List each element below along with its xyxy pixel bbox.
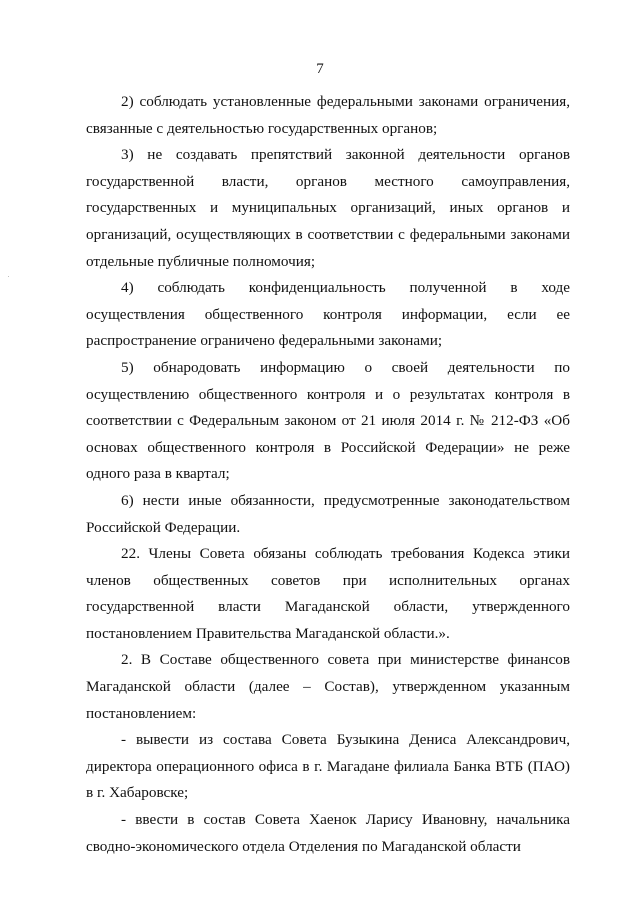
paragraph-item-2: 2. В Составе общественного совета при министерстве финансов Магаданской области (далее – Состав), утвержденном указанным постановлением:: [86, 651, 570, 722]
paragraph-add-member: - ввести в состав Совета Хаенок Ларису Ивановну, начальника сводно-экономического отдела Отделения по Магаданской области: [86, 811, 570, 855]
document-body: [86, 89, 570, 860]
paragraph-obligation-4: 4) соблюдать конфиденциальность полученной в ходе осуществления общественного контроля информации, если ее распространение ограничено федеральными законами;: [86, 279, 570, 350]
paragraph-remove-member: - вывести из состава Совета Бузыкина Дениса Александрович, директора операционного офиса в г. Магадане филиала Банка ВТБ (ПАО) в г. Хабаровске;: [86, 731, 570, 802]
page-number: 7: [316, 61, 324, 77]
paragraph-obligation-6: 6) нести иные обязанности, предусмотренные законодательством Российской Федерации.: [86, 491, 570, 536]
paragraph-obligation-3: 3) не создавать препятствий законной деятельности органов государственной власти, органов местного самоуправления, государственных и муниципальных организаций, иных органов и организаций, осуществляющих в соответствии с федеральными законами отдельные публичные полномочия;: [86, 146, 570, 270]
margin-mark: [8, 276, 9, 277]
paragraph-obligation-5: 5) обнародовать информацию о своей деятельности по осуществлению общественного контроля и о результатах контроля в соответствии с Федеральным законом от 21 июля 2014 г. № 212-ФЗ «Об основах общественного контроля в Российской Федерации» не реже одного раза в квартал;: [86, 358, 570, 483]
paragraph-clause-22: 22. Члены Совета обязаны соблюдать требования Кодекса этики членов общественных советов при исполнительных органах государственной власти Магаданской области, утвержденного постановлением Правительства Магаданской области.».: [86, 545, 570, 642]
paragraph-obligation-2: 2) соблюдать установленные федеральными законами ограничения, связанные с деятельностью государственных органов;: [86, 93, 570, 137]
